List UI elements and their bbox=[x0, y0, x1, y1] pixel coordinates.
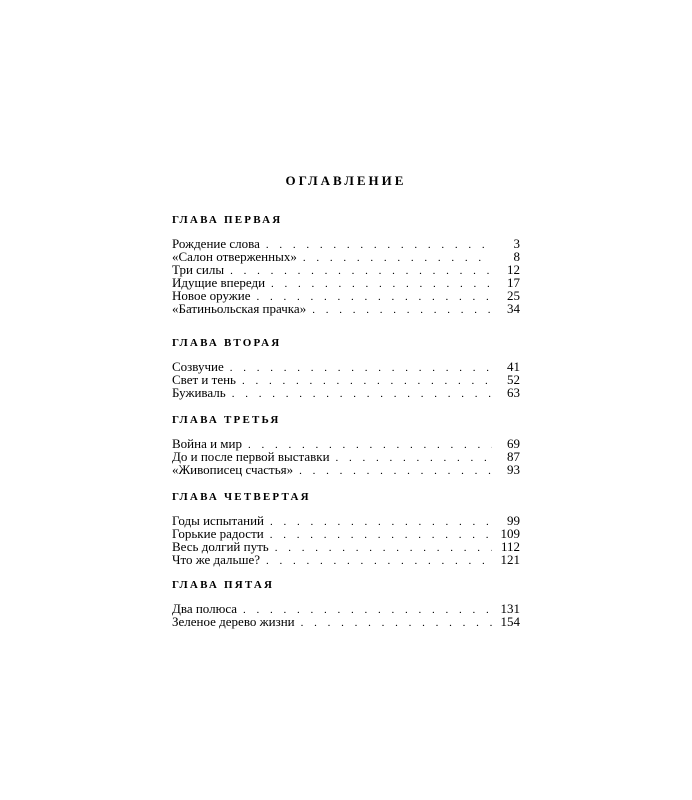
chapter-4 bbox=[172, 489, 520, 577]
entry-title: До и после первой выставки bbox=[172, 449, 330, 464]
page-number: 109 bbox=[500, 526, 520, 541]
chapter-heading: ГЛАВА ЧЕТВЕРТАЯ bbox=[172, 491, 311, 503]
chapter-3 bbox=[172, 412, 520, 489]
chapter-heading: ГЛАВА ВТОРАЯ bbox=[172, 337, 282, 349]
page-number: 3 bbox=[513, 236, 520, 251]
dot-leader bbox=[336, 452, 492, 465]
dot-leader bbox=[232, 388, 492, 401]
dot-leader bbox=[312, 304, 492, 317]
page-number: 25 bbox=[507, 288, 520, 303]
chapter-heading: ГЛАВА ПЯТАЯ bbox=[172, 579, 275, 591]
dot-leader bbox=[299, 465, 492, 478]
page-number: 34 bbox=[507, 301, 520, 316]
page-number: 154 bbox=[500, 614, 520, 629]
page-number: 99 bbox=[507, 513, 520, 528]
dot-leader bbox=[275, 542, 492, 555]
table-of-contents bbox=[172, 212, 520, 628]
entry-title: Свет и тень bbox=[172, 372, 236, 387]
chapter-5 bbox=[172, 577, 520, 628]
dot-leader bbox=[271, 278, 492, 291]
entry-title: «Живописец счастья» bbox=[172, 462, 294, 477]
page-title: ОГЛАВЛЕНИЕ bbox=[285, 173, 407, 188]
toc-entry bbox=[172, 615, 520, 628]
page-number: 17 bbox=[507, 275, 520, 290]
entry-title: Война и мир bbox=[172, 436, 242, 451]
dot-leader bbox=[230, 362, 492, 375]
entry-title: «Батиньольская прачка» bbox=[172, 301, 307, 316]
page-number: 93 bbox=[507, 462, 520, 477]
page-number: 131 bbox=[500, 601, 520, 616]
toc-entry bbox=[172, 463, 520, 476]
dot-leader bbox=[303, 252, 492, 265]
entry-title: «Салон отверженных» bbox=[172, 249, 297, 264]
page-number: 41 bbox=[507, 359, 520, 374]
entry-title: Два полюса bbox=[172, 601, 238, 616]
toc-entry bbox=[172, 302, 520, 315]
dot-leader bbox=[301, 617, 492, 630]
toc-entry bbox=[172, 553, 520, 566]
page-number: 112 bbox=[500, 539, 520, 554]
entry-title: Три силы bbox=[172, 262, 225, 277]
entry-title: Рождение слова bbox=[172, 236, 260, 251]
entry-title: Новое оружие bbox=[172, 288, 251, 303]
page-number: 121 bbox=[500, 552, 520, 567]
page-number: 12 bbox=[507, 262, 520, 277]
toc-entry bbox=[172, 250, 520, 263]
page-number: 69 bbox=[507, 436, 520, 451]
entry-title: Идущие впереди bbox=[172, 275, 266, 290]
entry-title: Что же дальше? bbox=[172, 552, 261, 567]
page-number: 63 bbox=[507, 385, 520, 400]
chapter-heading: ГЛАВА ТРЕТЬЯ bbox=[172, 414, 281, 426]
entry-title: Весь долгий путь bbox=[172, 539, 269, 554]
toc-entry bbox=[172, 386, 520, 399]
entry-title: Созвучие bbox=[172, 359, 224, 374]
entry-title: Горькие радости bbox=[172, 526, 264, 541]
chapter-heading: ГЛАВА ПЕРВАЯ bbox=[172, 214, 283, 226]
page-number: 87 bbox=[507, 449, 520, 464]
dot-leader bbox=[270, 516, 492, 529]
chapter-2 bbox=[172, 335, 520, 412]
entry-title: Годы испытаний bbox=[172, 513, 264, 528]
dot-leader bbox=[242, 375, 492, 388]
entry-title: Буживаль bbox=[172, 385, 226, 400]
chapter-1 bbox=[172, 212, 520, 335]
page-number: 8 bbox=[513, 249, 520, 264]
dot-leader bbox=[266, 555, 492, 568]
page-number: 52 bbox=[507, 372, 520, 387]
entry-title: Зеленое дерево жизни bbox=[172, 614, 295, 629]
dot-leader bbox=[270, 529, 492, 542]
